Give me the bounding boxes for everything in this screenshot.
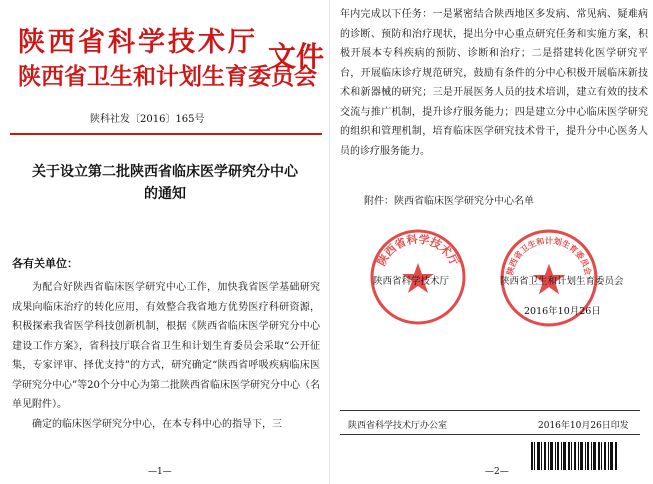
document-title-line2: 的通知 bbox=[144, 186, 186, 202]
svg-text:陕西省卫生和计划生育委员会: 陕西省卫生和计划生育委员会 bbox=[504, 235, 594, 277]
page-number-2: —2— bbox=[485, 467, 509, 477]
footer-rule-top bbox=[340, 410, 640, 411]
salutation: 各有关单位： bbox=[12, 257, 78, 270]
footer-rule-bottom bbox=[340, 434, 640, 435]
signatory-health-commission: 陕西省卫生和计划生育委员会 bbox=[500, 276, 624, 287]
issuing-office: 陕西省科学技术厅办公室 bbox=[348, 421, 448, 431]
signatory-science-dept: 陕西省科学技术厅 bbox=[373, 276, 450, 287]
document-title-line1: 关于设立第二批陕西省临床医学研究分中心 bbox=[32, 164, 298, 180]
header-divider bbox=[10, 133, 322, 135]
page-number-1: —1— bbox=[148, 467, 172, 477]
document-number: 陕科社发〔2016〕165号 bbox=[90, 114, 205, 125]
attachment-line: 附件：陕西省临床医学研究分中心名单 bbox=[364, 196, 534, 207]
issue-date: 2016年10月26日印发 bbox=[538, 421, 629, 431]
header-issuer-line1: 陕西省科学技术厅 bbox=[18, 27, 258, 58]
header-issuer-line2: 陕西省卫生和计划生育委员会 bbox=[18, 63, 317, 90]
paragraph-continued: 年内完成以下任务：一是紧密结合陕西地区多发病、常见病、疑难病的诊断、预防和治疗现状，提出分中心重点研究任务和实施方案，积极开展本专科疾病的预防、诊断和治疗；二是搭建转化医学研究平台，开展临床诊疗规范研究，鼓励有条件的分中心积极开展临床新技术和新器械的研究；三是开展医务人员的技术培训，建立有效的技术交流与推广机制，提升诊疗服务能力；四是建立分中心临床医学研究的组织和管理机制，培育临床医学研究技术骨干，提升分中心医务人员的诊疗服务能力。 bbox=[340, 9, 648, 157]
paragraph-2: 确定的临床医学研究分中心，在本专科中心的指导下，三 bbox=[32, 418, 282, 430]
signature-date: 2016年10月26日 bbox=[524, 306, 601, 317]
header-document-suffix: 文件 bbox=[268, 40, 325, 73]
body-text-page1 bbox=[12, 278, 320, 434]
document-page-2 bbox=[330, 0, 653, 484]
barcode-image bbox=[530, 441, 618, 471]
paragraph-1: 为配合好陕西省临床医学研究中心工作，加快我省医学基础研究成果向临床治疗的转化应用，有效整合我省地方优势医疗科研资源，积极探索我省医学科技创新机制，根据《陕西省临床医学研究分中心建设工作方案》，省科技厅联合省卫生和计划生育委员会采取“公开征集，专家评审、择优支持”的方式，研究确定“陕西省呼吸疾病临床医学研究分中心”等20个分中心为第二批陕西省临床医学研究分中心（名单见附件）。 bbox=[12, 282, 320, 410]
svg-text:陕西省科学技术厅: 陕西省科学技术厅 bbox=[374, 232, 462, 269]
